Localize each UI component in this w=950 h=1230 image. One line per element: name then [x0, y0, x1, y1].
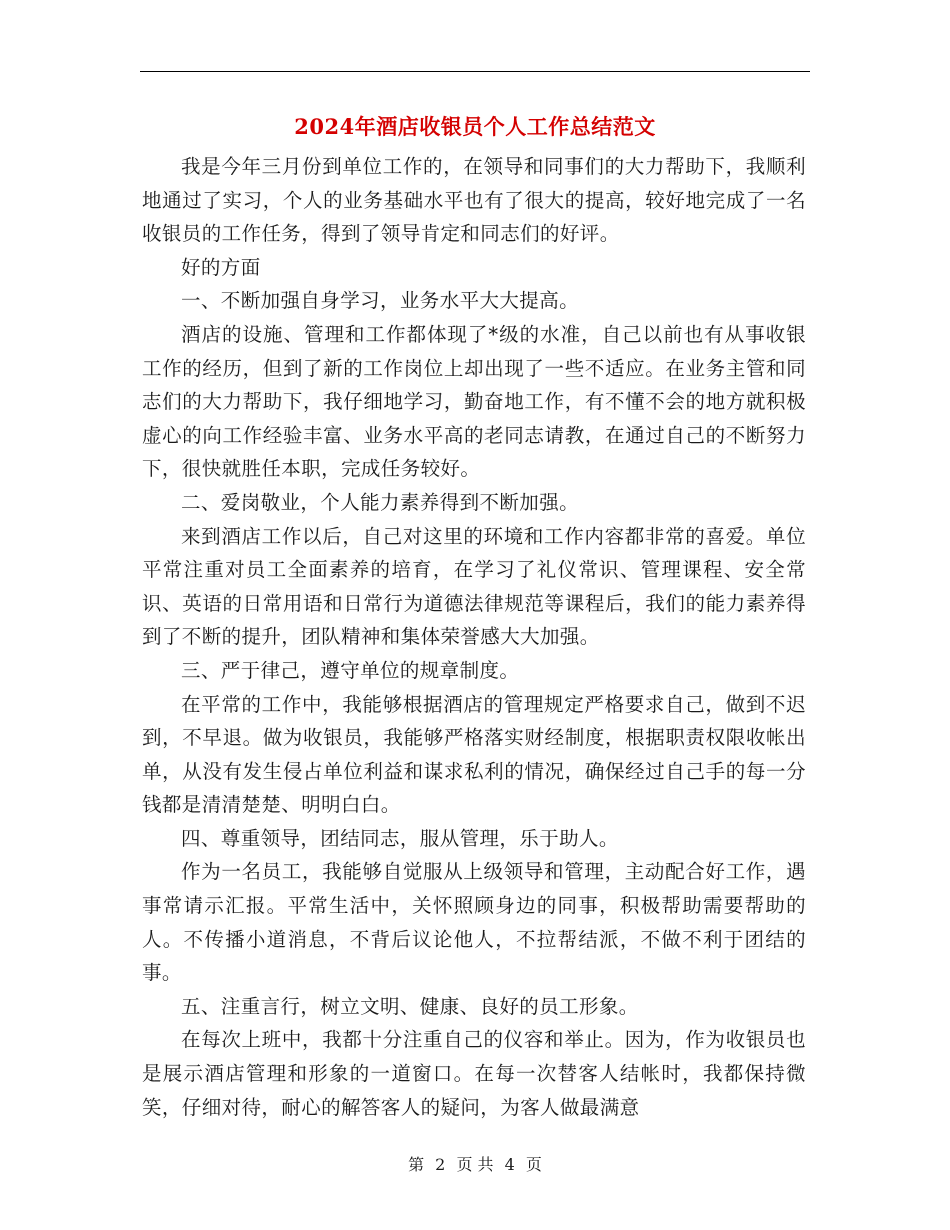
paragraph-4: 作为一名员工，我能够自觉服从上级领导和管理，主动配合好工作，遇事常请示汇报。平常生活中，关怀照顾身边的同事，积极帮助需要帮助的人。不传播小道消息，不背后议论他人，不拉帮结派，不做不利于团结的事。: [142, 860, 806, 985]
section-heading-2: 二、爱岗敬业，个人能力素养得到不断加强。: [181, 490, 580, 514]
total-pages-number: 4: [504, 1155, 515, 1174]
document-title: 2024年酒店收银员个人工作总结范文: [294, 114, 656, 139]
footer-suffix: 页: [525, 1155, 542, 1174]
document-body: [142, 150, 806, 1124]
paragraph-3: 在平常的工作中，我能够根据酒店的管理规定严格要求自己，做到不迟到，不早退。做为收银员，我能够严格落实财经制度，根据职责权限收帐出单，从没有发生侵占单位利益和谋求私利的情况，确保经过自己手的每一分钱都是清清楚楚、明明白白。: [142, 692, 806, 817]
paragraph-1: 酒店的设施、管理和工作都体现了*级的水准，自己以前也有从事收银工作的经历，但到了新的工作岗位上却出现了一些不适应。在业务主管和同志们的大力帮助下，我仔细地学习，勤奋地工作，有不懂不会的地方就积极虚心的向工作经验丰富、业务水平高的老同志请教，在通过自己的不断努力下，很快就胜任本职，完成任务较好。: [142, 322, 806, 481]
section-heading-5: 五、注重言行，树立文明、健康、良好的员工形象。: [181, 994, 639, 1018]
page-footer: [0, 1154, 950, 1176]
section-heading-4: 四、尊重领导，团结同志，服从管理，乐于助人。: [181, 826, 619, 850]
section-heading-1: 一、不断加强自身学习，业务水平大大提高。: [181, 289, 580, 313]
section-heading-3: 三、严于律己，遵守单位的规章制度。: [181, 658, 520, 682]
footer-middle: 页 共: [456, 1155, 494, 1174]
footer-prefix: 第: [408, 1155, 425, 1174]
header-rule: [140, 71, 810, 72]
paragraph-2: 来到酒店工作以后，自己对这里的环境和工作内容都非常的喜爱。单位平常注重对员工全面素养的培育，在学习了礼仪常识、管理课程、安全常识、英语的日常用语和日常行为道德法律规范等课程后，我们的能力素养得到了不断的提升，团队精神和集体荣誉感大大加强。: [142, 524, 806, 649]
section-heading-good-aspects: 好的方面: [181, 255, 261, 279]
paragraph-intro: 我是今年三月份到单位工作的，在领导和同事们的大力帮助下，我顺利地通过了实习，个人的业务基础水平也有了很大的提高，较好地完成了一名收银员的工作任务，得到了领导肯定和同志们的好评。: [142, 155, 806, 246]
paragraph-5: 在每次上班中，我都十分注重自己的仪容和举止。因为，作为收银员也是展示酒店管理和形象的一道窗口。在每一次替客人结帐时，我都保持微笑，仔细对待，耐心的解答客人的疑问，为客人做最满意: [142, 1028, 806, 1119]
current-page-number: 2: [435, 1155, 446, 1174]
